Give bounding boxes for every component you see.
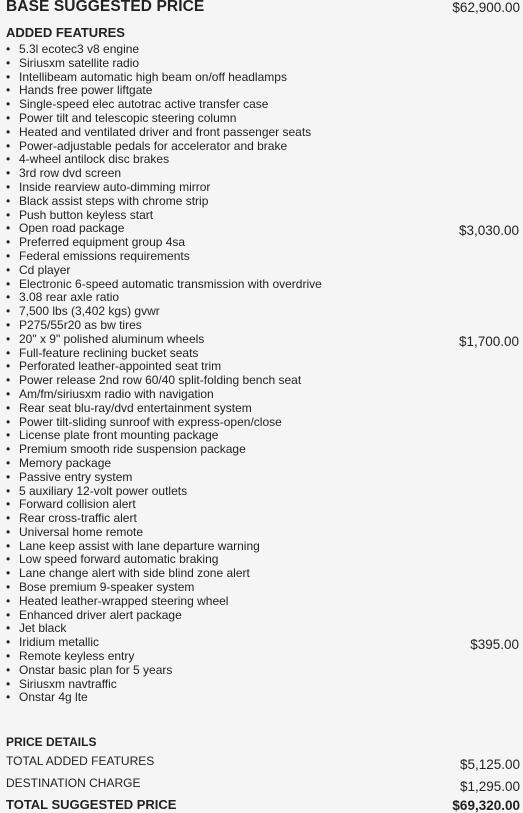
feature-text: P275/55r20 as bw tires [19, 317, 142, 332]
feature-text: Hands free power liftgate [19, 83, 153, 98]
feature-item [6, 678, 521, 692]
bullet-icon: • [6, 166, 11, 181]
bullet-icon: • [6, 524, 11, 539]
bullet-icon: • [6, 138, 11, 153]
feature-text: Rear seat blu-ray/dvd entertainment system [19, 400, 252, 415]
feature-item [6, 333, 521, 347]
feature-text: Power tilt and telescopic steering column [19, 110, 237, 125]
feature-item [6, 457, 521, 471]
feature-text: Full-feature reclining bucket seats [19, 345, 199, 360]
feature-item [6, 57, 521, 71]
feature-item [6, 635, 521, 653]
total-added-features-value: $5,125.00 [459, 757, 520, 772]
bullet-icon: • [6, 497, 11, 512]
bullet-icon: • [6, 373, 11, 388]
feature-text: Cd player [19, 262, 71, 277]
feature-item [6, 443, 521, 457]
feature-text: Power tilt-sliding sunroof with express-open/close [19, 414, 282, 429]
bullet-icon: • [6, 276, 11, 291]
bullet-icon: • [6, 593, 11, 608]
feature-item [6, 209, 521, 223]
feature-item [6, 250, 521, 264]
feature-text: Low speed forward automatic braking [19, 552, 219, 567]
feature-text: Heated and ventilated driver and front passenger seats [19, 124, 312, 139]
feature-text: Black assist steps with chrome strip [19, 193, 209, 208]
feature-text: Inside rearview auto-dimming mirror [19, 179, 211, 194]
price-details-title: PRICE DETAILS [6, 735, 97, 749]
bullet-icon: • [6, 193, 11, 208]
feature-text: Siriusxm satellite radio [19, 55, 140, 70]
feature-item [6, 581, 521, 595]
bullet-icon: • [6, 207, 11, 222]
bullet-icon: • [6, 55, 11, 70]
bullet-icon: • [6, 566, 11, 581]
feature-text: Lane keep assist with lane departure warning [19, 538, 260, 553]
bullet-icon: • [6, 469, 11, 484]
bullet-icon: • [6, 248, 11, 263]
feature-item [6, 622, 521, 636]
feature-price: $1,700.00 [458, 333, 519, 349]
feature-text: Universal home remote [19, 524, 144, 539]
feature-item [6, 43, 521, 57]
feature-text: Power-adjustable pedals for accelerator and brake [19, 138, 288, 153]
feature-item [6, 98, 521, 112]
bullet-icon: • [6, 483, 11, 498]
feature-text: Single-speed elec autotrac active transfer case [19, 97, 269, 112]
bullet-icon: • [6, 179, 11, 194]
feature-text: Federal emissions requirements [19, 248, 190, 263]
feature-text: 3rd row dvd screen [19, 166, 122, 181]
feature-text: 3.08 rear axle ratio [19, 290, 120, 305]
feature-text: License plate front mounting package [19, 428, 219, 443]
bullet-icon: • [6, 124, 11, 139]
feature-text: Push button keyless start [19, 207, 154, 222]
base-price-label: BASE SUGGESTED PRICE [6, 0, 205, 15]
feature-text: Electronic 6-speed automatic transmission with overdrive [19, 276, 322, 291]
bullet-icon: • [6, 221, 11, 236]
feature-item [6, 319, 521, 333]
feature-item [6, 567, 521, 581]
feature-text: Intellibeam automatic high beam on/off headlamps [19, 69, 287, 84]
feature-text: Bose premium 9-speaker system [19, 580, 195, 595]
feature-text: 7,500 lbs (3,402 kgs) gvwr [19, 304, 160, 319]
feature-item [6, 236, 521, 250]
feature-text: Onstar basic plan for 5 years [19, 662, 173, 677]
bullet-icon: • [6, 262, 11, 277]
feature-item [6, 291, 521, 305]
feature-item [6, 540, 521, 554]
feature-text: Remote keyless entry [19, 649, 135, 664]
total-suggested-price-label: TOTAL SUGGESTED PRICE [6, 797, 177, 812]
bullet-icon: • [6, 152, 11, 167]
bullet-icon: • [6, 552, 11, 567]
bullet-icon: • [6, 662, 11, 677]
bullet-icon: • [6, 649, 11, 664]
feature-item [6, 195, 521, 209]
bullet-icon: • [6, 676, 11, 691]
bullet-icon: • [6, 345, 11, 360]
feature-item [6, 360, 521, 374]
feature-item [6, 526, 521, 540]
bullet-icon: • [6, 42, 11, 56]
bullet-icon: • [6, 386, 11, 401]
feature-item [6, 71, 521, 85]
bullet-icon: • [6, 511, 11, 526]
bullet-icon: • [6, 428, 11, 443]
bullet-icon: • [6, 69, 11, 84]
feature-item [6, 595, 521, 609]
feature-text: Preferred equipment group 4sa [19, 235, 186, 250]
feature-item [6, 305, 521, 319]
feature-item [6, 512, 521, 526]
bullet-icon: • [6, 635, 11, 650]
base-price-value: $62,900.00 [452, 0, 520, 15]
feature-item [6, 664, 521, 678]
feature-item [6, 126, 521, 140]
bullet-icon: • [6, 110, 11, 125]
feature-item [6, 347, 521, 361]
feature-text: Premium smooth ride suspension package [19, 442, 246, 457]
bullet-icon: • [6, 304, 11, 319]
bullet-icon: • [6, 442, 11, 457]
feature-text: Passive entry system [19, 469, 133, 484]
bullet-icon: • [6, 621, 11, 636]
feature-text: Heated leather-wrapped steering wheel [19, 593, 229, 608]
feature-item [6, 112, 521, 126]
bullet-icon: • [6, 690, 11, 705]
bullet-icon: • [6, 97, 11, 112]
feature-item [6, 485, 521, 499]
feature-text: 4-wheel antilock disc brakes [19, 152, 170, 167]
feature-text: Am/fm/siriusxm radio with navigation [19, 386, 214, 401]
bullet-icon: • [6, 400, 11, 415]
feature-text: Iridium metallic [19, 635, 100, 650]
bullet-icon: • [6, 290, 11, 305]
feature-text: Memory package [19, 455, 112, 470]
feature-text: Jet black [19, 621, 67, 636]
total-suggested-price-value: $69,320.00 [452, 798, 520, 813]
feature-item [6, 167, 521, 181]
feature-item [6, 402, 521, 416]
bullet-icon: • [6, 235, 11, 250]
destination-charge-value: $1,295.00 [459, 779, 520, 794]
feature-text: Open road package [19, 221, 125, 236]
feature-item [6, 429, 521, 443]
feature-item [6, 221, 521, 239]
feature-item [6, 264, 521, 278]
feature-item [6, 650, 521, 664]
feature-item [6, 691, 521, 705]
bullet-icon: • [6, 414, 11, 429]
feature-item [6, 471, 521, 485]
feature-item [6, 140, 521, 154]
feature-text: Power release 2nd row 60/40 split-folding bench seat [19, 373, 302, 388]
feature-text: 5.3l ecotec3 v8 engine [19, 42, 140, 56]
feature-text: Enhanced driver alert package [19, 607, 182, 622]
feature-item [6, 84, 521, 98]
feature-item [6, 498, 521, 512]
feature-text: Perforated leather-appointed seat trim [19, 359, 222, 374]
feature-item [6, 278, 521, 292]
feature-item [6, 609, 521, 623]
feature-item [6, 416, 521, 430]
feature-text: 5 auxiliary 12-volt power outlets [19, 483, 188, 498]
bullet-icon: • [6, 455, 11, 470]
feature-item [6, 153, 521, 167]
bullet-icon: • [6, 331, 11, 346]
feature-text: 20" x 9" polished aluminum wheels [19, 331, 205, 346]
feature-text: Siriusxm navtraffic [19, 676, 117, 691]
bullet-icon: • [6, 538, 11, 553]
feature-text: Lane change alert with side blind zone alert [19, 566, 250, 581]
destination-charge-label: DESTINATION CHARGE [6, 776, 141, 790]
feature-item [6, 181, 521, 195]
bullet-icon: • [6, 359, 11, 374]
feature-text: Onstar 4g lte [19, 690, 88, 705]
feature-text: Forward collision alert [19, 497, 136, 512]
added-features-title: ADDED FEATURES [6, 25, 125, 40]
feature-price: $3,030.00 [458, 223, 519, 239]
bullet-icon: • [6, 607, 11, 622]
feature-item [6, 388, 521, 402]
total-added-features-label: TOTAL ADDED FEATURES [6, 754, 155, 768]
bullet-icon: • [6, 580, 11, 595]
added-features-list [6, 43, 521, 705]
bullet-icon: • [6, 83, 11, 98]
feature-item [6, 374, 521, 388]
bullet-icon: • [6, 317, 11, 332]
feature-price: $395.00 [470, 637, 519, 653]
feature-text: Rear cross-traffic alert [19, 511, 137, 526]
feature-item [6, 553, 521, 567]
